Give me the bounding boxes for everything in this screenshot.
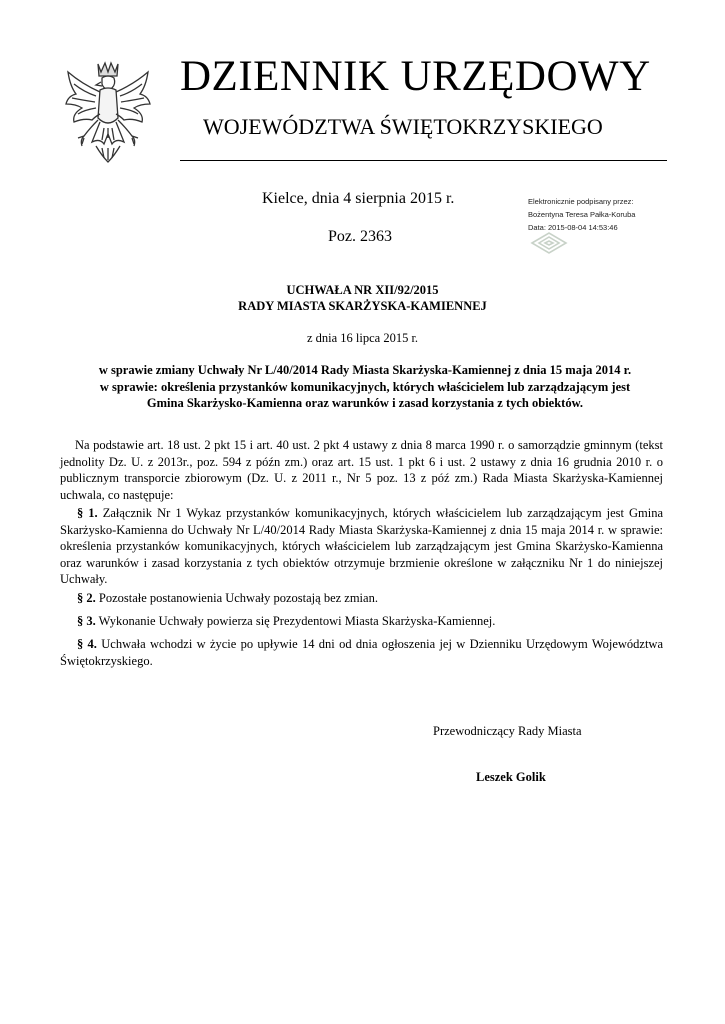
eagle-emblem-icon <box>62 58 154 168</box>
chairman-name: Leszek Golik <box>476 770 546 784</box>
place-date: Kielce, dnia 4 sierpnia 2015 r. <box>262 190 455 207</box>
section-4 <box>60 636 663 669</box>
section-text: Uchwała wchodzi w życie po upływie 14 dni od dnia ogłoszenia jej w Dzienniku Urzędowym Województwa Świętokrzyskiego. <box>60 637 664 668</box>
act-number: UCHWAŁA NR XII/92/2015 <box>286 283 439 297</box>
section-1 <box>60 505 663 588</box>
subject-line: Gmina Skarżysko-Kamienna oraz warunków i zasad korzystania z tych obiektów. <box>146 396 584 410</box>
electronic-signature-block <box>528 195 678 234</box>
signature-verification-icon <box>530 230 568 256</box>
section-text: Wykonanie Uchwały powierza się Prezydentowi Miasta Skarżyska-Kamiennej. <box>98 614 496 628</box>
subject-line: w sprawie: określenia przystanków komunikacyjnych, których właścicielem lub zarządzającym jest <box>99 379 631 394</box>
section-text: Pozostałe postanowienia Uchwały pozostają bez zmian. <box>98 591 378 605</box>
subject-line: w sprawie zmiany Uchwały Nr L/40/2014 Rady Miasta Skarżyska-Kamiennej z dnia 15 maja 2014 r. <box>98 363 632 377</box>
section-number: § 4. <box>77 637 97 651</box>
signature-signer: Bożentyna Teresa Pałka-Koruba <box>528 210 636 219</box>
act-issuer: RADY MIASTA SKARŻYSKA-KAMIENNEJ <box>238 299 487 313</box>
section-number: § 1. <box>77 506 98 520</box>
preamble-paragraph: Na podstawie art. 18 ust. 2 pkt 15 i art. 40 ust. 2 pkt 4 ustawy z dnia 8 marca 1990 r. o samorządzie gminnym (tekst jednolity Dz. U. z 2013r., poz. 594 z późn zm.) oraz art. 15 ust. 1 pkt 6 i ust. 2 ustawy z dnia 16 grudnia 2010 r. o publicznym transporcie zbiorowym (Dz. U. z 2011 r., Nr 5 poz. 13 z póź zm.) Rada Miasta Skarżyska-Kamiennej uchwala, co następuje: <box>60 438 663 502</box>
act-date: z dnia 16 lipca 2015 r. <box>306 331 419 345</box>
signature-label: Elektronicznie podpisany przez: <box>528 197 634 206</box>
section-text: Załącznik Nr 1 Wykaz przystanków komunikacyjnych, których właścicielem lub zarządzającym jest Gmina Skarżysko-Kamienna do Uchwały Nr L/40/2014 Rady Miasta Skarżyska-Kamiennej z dnia 15 maja 2014 r. w sprawie: określenia przystanków komunikacyjnych, których właścicielem lub zarządzającym jest Gmina Skarżysko-Kamienna oraz warunków i zasad korzystania z tych obiektów otrzymuje brzmienie określone w załączniku Nr 1 do niniejszej Uchwały. <box>60 506 664 586</box>
masthead-subtitle: WOJEWÓDZTWA ŚWIĘTOKRZYSKIEGO <box>203 114 603 139</box>
act-subject <box>70 362 660 412</box>
signature-date: Data: 2015-08-04 14:53:46 <box>528 223 618 232</box>
section-2 <box>60 590 663 607</box>
section-number: § 3. <box>77 614 96 628</box>
section-number: § 2. <box>77 591 96 605</box>
masthead-divider <box>180 160 667 161</box>
section-3 <box>60 613 663 630</box>
masthead-title: DZIENNIK URZĘDOWY <box>180 53 651 100</box>
chairman-title: Przewodniczący Rady Miasta <box>433 724 582 738</box>
position-number: Poz. 2363 <box>328 228 392 245</box>
